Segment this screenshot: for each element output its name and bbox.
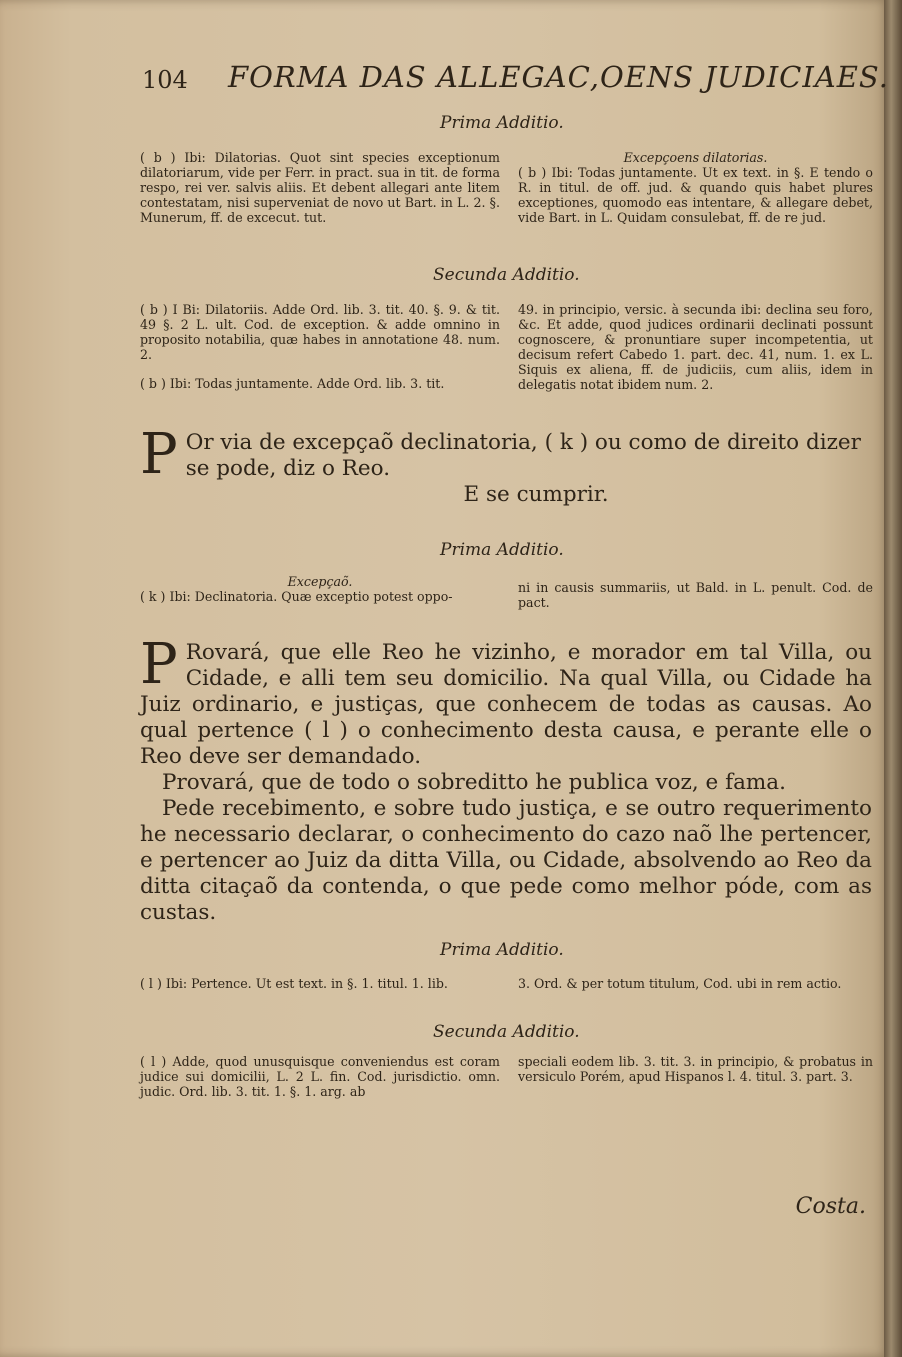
note-text: ( l ) Adde, quod unusquisque conveniendus est coram judice sui domicilii, L. 2 L. fin. Cod. jurisdictio. omn. judic. Ord. lib. 3. tit. 1. §. 1. arg. ab <box>140 1054 500 1099</box>
section-heading-prima-2: Prima Additio. <box>440 540 564 560</box>
section-heading-prima-3: Prima Additio. <box>440 940 564 960</box>
drop-cap: P <box>140 422 178 487</box>
note-title: Excepçaõ. <box>287 574 353 589</box>
note-text: ( k ) Ibi: Declinatoria. Quæ exceptio potest oppo- <box>140 589 453 604</box>
note-right-b-todas <box>518 150 873 225</box>
catchword: Costa. <box>795 1194 866 1219</box>
note-left-l-adde <box>140 1054 500 1099</box>
note-left-b-dilatoriis <box>140 302 500 391</box>
section-heading-secunda-2: Secunda Additio. <box>433 1022 580 1042</box>
note-text: speciali eodem lib. 3. tit. 3. in principio, & probatus in versiculo Porém, apud Hispanos l. 4. titul. 3. part. 3. <box>518 1054 873 1084</box>
note-text: ( b ) Ibi: Dilatorias. Quot sint species exceptionum dilatoriarum, vide per Ferr. in pract. sua in tit. de forma respo, rei ver. salvis aliis. Et debent allegari ante litem contestatam, nisi superveniat de novo ut Bart. in L. 2. §. Munerum, ff. de excecut. tut. <box>140 150 500 225</box>
note-right-l-continuation <box>518 976 873 991</box>
note-text: ( b ) I Bi: Dilatoriis. Adde Ord. lib. 3. tit. 40. §. 9. & tit. 49 §. 2 L. ult. Cod. de exception. & adde omnino in proposito notabilia, quæ habes in annotatione 48. num. 2. <box>140 302 500 362</box>
note-right-continuation <box>518 302 873 392</box>
running-title: FORMA DAS ALLEGAC,OENS JUDICIAES. <box>228 60 889 94</box>
note-text: ( b ) Ibi: Todas juntamente. Ut ex text. in §. E tendo o R. in titul. de off. jud. & quando quis habet plures exceptiones, quomodo eas intentare, & allegare debet, vide Bart. in L. Quidam consulebat, ff. de re jud. <box>518 165 873 225</box>
drop-cap: P <box>140 632 178 697</box>
paragraph-text: Or via de excepçaõ declinatoria, ( k ) ou como de direito dizer se pode, diz o Reo. <box>185 430 861 481</box>
closing-line: E se cumprir. <box>463 482 609 507</box>
paragraph-text-3: Pede recebimento, e sobre tudo justiça, e se outro requerimento he necessario declarar, o conhecimento do cazo naõ lhe pertencer, e pertencer ao Juiz da ditta Villa, ou Cidade, absolvendo ao Reo da ditta citaçaõ da contenda, o que pede como melhor póde, com as custas. <box>140 796 872 925</box>
section-heading-prima-1: Prima Additio. <box>440 113 564 133</box>
section-heading-secunda-1: Secunda Additio. <box>433 265 580 285</box>
note-title: Excepçoens dilatorias. <box>623 150 768 165</box>
book-spine <box>884 0 902 1357</box>
note-left-k-declinatoria <box>140 574 500 604</box>
note-text: 3. Ord. & per totum titulum, Cod. ubi in rem actio. <box>518 976 842 991</box>
note-left-l-pertence <box>140 976 500 991</box>
main-paragraph-excepcao <box>140 422 872 508</box>
note-text-2: ( b ) Ibi: Todas juntamente. Adde Ord. lib. 3. tit. <box>140 376 445 391</box>
note-right-l-speciali <box>518 1054 873 1084</box>
page-number: 104 <box>142 66 188 94</box>
note-right-k-continuation <box>518 580 873 610</box>
paragraph-text-2: Provará, que de todo o sobreditto he publica voz, e fama. <box>162 770 786 795</box>
note-text: 49. in principio, versic. à secunda ibi: declina seu foro, &c. Et adde, quod judices ordinarii declinati possunt cognoscere, & pronuntiare super incompetentia, ut decisum refert Cabedo 1. part. dec. 41, num. 1. ex L. Siquis ex aliena, ff. de judiciis, cum aliis, idem in delegatis notat ibidem num. 2. <box>518 302 873 392</box>
paragraph-text-1: Rovará, que elle Reo he vizinho, e morador em tal Villa, ou Cidade, e alli tem seu domicilio. Na qual Villa, ou Cidade ha Juiz ordinario, e justiças, que conhecem de todas as causas. Ao qual pertence ( l ) o conhecimento desta causa, e perante elle o Reo deve ser demandado. <box>140 640 872 769</box>
note-left-b-dilatorias <box>140 150 500 225</box>
note-text: ni in causis summariis, ut Bald. in L. penult. Cod. de pact. <box>518 580 873 610</box>
note-text: ( l ) Ibi: Pertence. Ut est text. in §. 1. titul. 1. lib. <box>140 976 448 991</box>
main-paragraph-provara <box>140 632 872 926</box>
